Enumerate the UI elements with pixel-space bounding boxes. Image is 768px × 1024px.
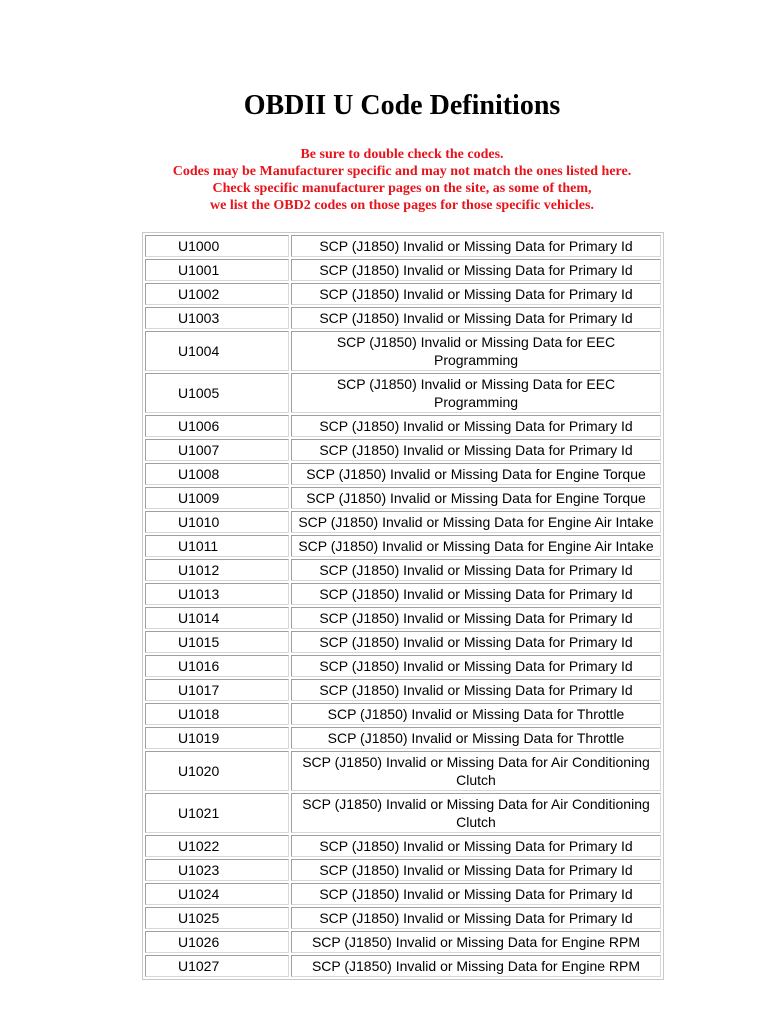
description-cell: SCP (J1850) Invalid or Missing Data for Primary Id bbox=[291, 307, 661, 329]
table-row bbox=[145, 859, 661, 881]
code-cell: U1010 bbox=[145, 511, 289, 533]
code-cell: U1000 bbox=[145, 235, 289, 257]
page-title: OBDII U Code Definitions bbox=[243, 90, 561, 121]
description-cell: SCP (J1850) Invalid or Missing Data for Primary Id bbox=[291, 679, 661, 701]
description-cell: SCP (J1850) Invalid or Missing Data for Primary Id bbox=[291, 559, 661, 581]
description-cell: SCP (J1850) Invalid or Missing Data for Primary Id bbox=[291, 907, 661, 929]
table-row bbox=[145, 535, 661, 557]
table-row bbox=[145, 283, 661, 305]
code-cell: U1008 bbox=[145, 463, 289, 485]
table-row bbox=[145, 727, 661, 749]
code-cell: U1011 bbox=[145, 535, 289, 557]
table-row bbox=[145, 439, 661, 461]
description-cell: SCP (J1850) Invalid or Missing Data for Primary Id bbox=[291, 655, 661, 677]
table-row bbox=[145, 511, 661, 533]
description-cell: SCP (J1850) Invalid or Missing Data for EEC Programming bbox=[291, 331, 661, 371]
description-cell: SCP (J1850) Invalid or Missing Data for Primary Id bbox=[291, 583, 661, 605]
code-cell: U1012 bbox=[145, 559, 289, 581]
description-cell: SCP (J1850) Invalid or Missing Data for Primary Id bbox=[291, 283, 661, 305]
description-cell: SCP (J1850) Invalid or Missing Data for Primary Id bbox=[291, 439, 661, 461]
description-cell: SCP (J1850) Invalid or Missing Data for Primary Id bbox=[291, 259, 661, 281]
description-cell: SCP (J1850) Invalid or Missing Data for Primary Id bbox=[291, 835, 661, 857]
notice-line: we list the OBD2 codes on those pages for those specific vehicles. bbox=[210, 198, 594, 213]
description-cell: SCP (J1850) Invalid or Missing Data for Engine RPM bbox=[291, 931, 661, 953]
table-row bbox=[145, 307, 661, 329]
code-cell: U1020 bbox=[145, 751, 289, 791]
description-cell: SCP (J1850) Invalid or Missing Data for Air Conditioning Clutch bbox=[291, 793, 661, 833]
table-row bbox=[145, 751, 661, 791]
description-cell: SCP (J1850) Invalid or Missing Data for Engine Air Intake bbox=[291, 511, 661, 533]
description-cell: SCP (J1850) Invalid or Missing Data for Primary Id bbox=[291, 631, 661, 653]
notice-line: Be sure to double check the codes. bbox=[300, 147, 504, 162]
code-cell: U1027 bbox=[145, 955, 289, 977]
description-cell: SCP (J1850) Invalid or Missing Data for Engine Torque bbox=[291, 463, 661, 485]
table-row bbox=[145, 583, 661, 605]
table-row bbox=[145, 235, 661, 257]
code-cell: U1004 bbox=[145, 331, 289, 371]
table-row bbox=[145, 703, 661, 725]
table-row bbox=[145, 655, 661, 677]
code-cell: U1005 bbox=[145, 373, 289, 413]
code-cell: U1021 bbox=[145, 793, 289, 833]
table-row bbox=[145, 793, 661, 833]
code-cell: U1001 bbox=[145, 259, 289, 281]
description-cell: SCP (J1850) Invalid or Missing Data for Engine Torque bbox=[291, 487, 661, 509]
code-cell: U1015 bbox=[145, 631, 289, 653]
table-row bbox=[145, 487, 661, 509]
table-row bbox=[145, 835, 661, 857]
code-cell: U1023 bbox=[145, 859, 289, 881]
table-row bbox=[145, 883, 661, 905]
code-cell: U1013 bbox=[145, 583, 289, 605]
description-cell: SCP (J1850) Invalid or Missing Data for Throttle bbox=[291, 727, 661, 749]
description-cell: SCP (J1850) Invalid or Missing Data for Engine Air Intake bbox=[291, 535, 661, 557]
table-row bbox=[145, 259, 661, 281]
code-cell: U1016 bbox=[145, 655, 289, 677]
table-row bbox=[145, 373, 661, 413]
code-cell: U1006 bbox=[145, 415, 289, 437]
table-row bbox=[145, 631, 661, 653]
code-cell: U1026 bbox=[145, 931, 289, 953]
code-cell: U1022 bbox=[145, 835, 289, 857]
notice-block bbox=[0, 146, 768, 214]
description-cell: SCP (J1850) Invalid or Missing Data for Air Conditioning Clutch bbox=[291, 751, 661, 791]
code-cell: U1002 bbox=[145, 283, 289, 305]
code-cell: U1007 bbox=[145, 439, 289, 461]
description-cell: SCP (J1850) Invalid or Missing Data for Throttle bbox=[291, 703, 661, 725]
table-row bbox=[145, 331, 661, 371]
code-cell: U1024 bbox=[145, 883, 289, 905]
description-cell: SCP (J1850) Invalid or Missing Data for Primary Id bbox=[291, 415, 661, 437]
code-cell: U1009 bbox=[145, 487, 289, 509]
description-cell: SCP (J1850) Invalid or Missing Data for EEC Programming bbox=[291, 373, 661, 413]
table-row bbox=[145, 931, 661, 953]
code-cell: U1019 bbox=[145, 727, 289, 749]
description-cell: SCP (J1850) Invalid or Missing Data for Primary Id bbox=[291, 883, 661, 905]
notice-line: Codes may be Manufacturer specific and may not match the ones listed here. bbox=[172, 164, 632, 179]
code-cell: U1003 bbox=[145, 307, 289, 329]
code-cell: U1014 bbox=[145, 607, 289, 629]
table-row bbox=[145, 559, 661, 581]
description-cell: SCP (J1850) Invalid or Missing Data for Primary Id bbox=[291, 607, 661, 629]
description-cell: SCP (J1850) Invalid or Missing Data for Primary Id bbox=[291, 235, 661, 257]
table-row bbox=[145, 607, 661, 629]
table-row bbox=[145, 907, 661, 929]
notice-line: Check specific manufacturer pages on the site, as some of them, bbox=[212, 181, 592, 196]
table-row bbox=[145, 415, 661, 437]
code-cell: U1025 bbox=[145, 907, 289, 929]
description-cell: SCP (J1850) Invalid or Missing Data for Primary Id bbox=[291, 859, 661, 881]
table-row bbox=[145, 679, 661, 701]
codes-table-body bbox=[145, 235, 661, 977]
code-cell: U1018 bbox=[145, 703, 289, 725]
description-cell: SCP (J1850) Invalid or Missing Data for Engine RPM bbox=[291, 955, 661, 977]
code-cell: U1017 bbox=[145, 679, 289, 701]
table-row bbox=[145, 955, 661, 977]
codes-table bbox=[142, 232, 664, 980]
table-row bbox=[145, 463, 661, 485]
